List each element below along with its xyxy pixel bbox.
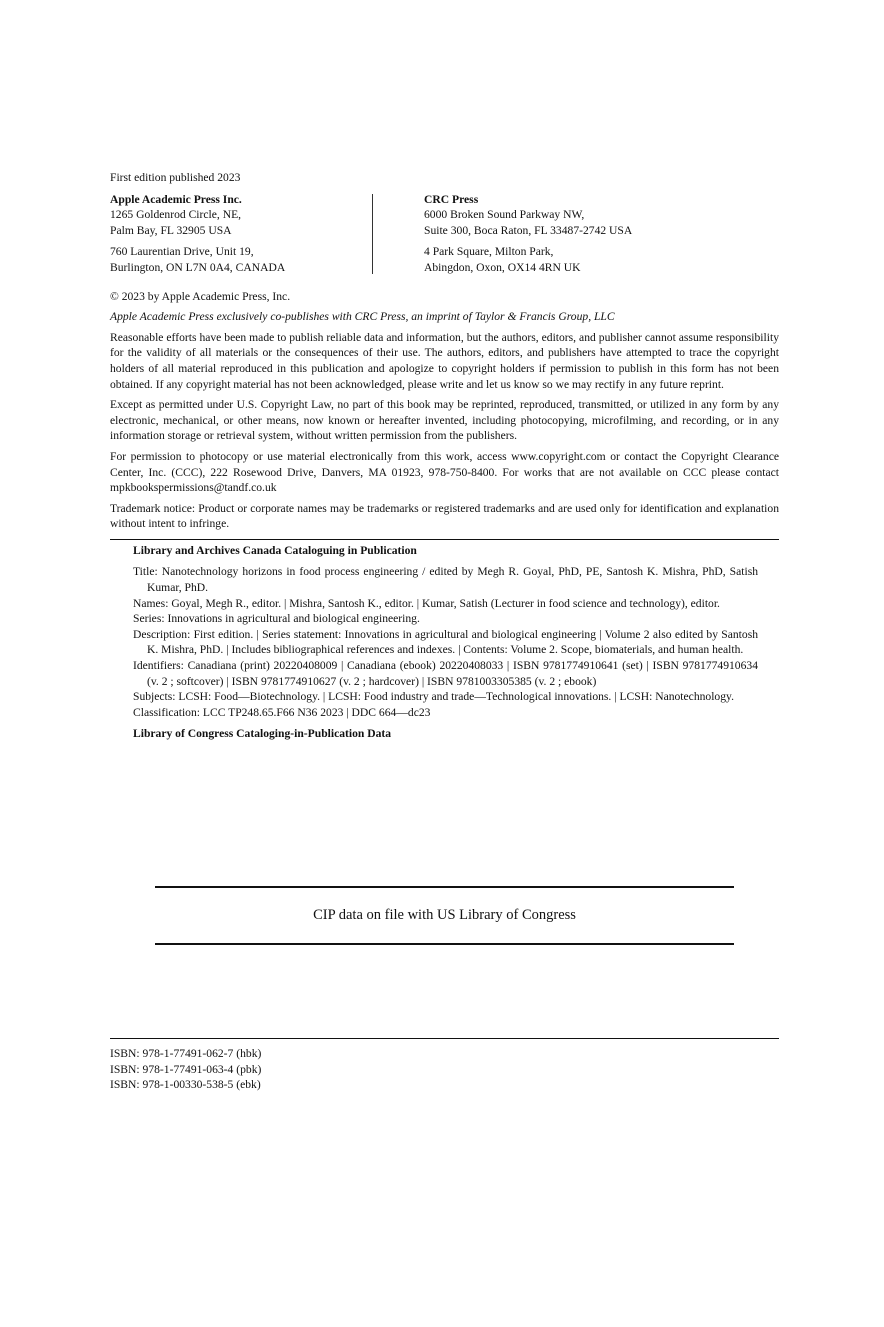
publisher-address-line: 4 Park Square, Milton Park, — [424, 245, 554, 259]
publishers-block — [110, 192, 779, 276]
cip-bottom-rule — [155, 943, 734, 945]
isbn-pbk: ISBN: 978-1-77491-063-4 (pbk) — [110, 1062, 262, 1076]
loc-title: Library of Congress Cataloging-in-Publication Data — [133, 727, 392, 741]
publisher-address-line: Palm Bay, FL 32905 USA — [110, 223, 232, 237]
permissions-paragraph: For permission to photocopy or use material electronically from this work, access www.copyright.com or contact the Copyright Clearance Center, Inc. (CCC), 222 Rosewood Drive, Danvers, MA 01923, 978-750-8400. For works that are not available on CCC please contact mpkbookspermissions@tandf.co.uk — [110, 449, 779, 495]
publisher-address-line: Abingdon, Oxon, OX14 4RN UK — [424, 260, 581, 274]
cip-notice: CIP data on file with US Library of Congress — [313, 907, 576, 923]
publisher-name: Apple Academic Press Inc. — [110, 192, 242, 206]
section-rule — [110, 539, 779, 540]
isbn-rule — [110, 1038, 779, 1039]
publisher-crc — [424, 192, 686, 276]
copyright-notice: © 2023 by Apple Academic Press, Inc. — [110, 289, 291, 303]
publisher-apple — [110, 192, 372, 276]
publisher-address-line: Suite 300, Boca Raton, FL 33487-2742 USA — [424, 223, 633, 237]
lac-entry-names: Names: Goyal, Megh R., editor. | Mishra, Santosh K., editor. | Kumar, Satish (Lecturer in food science and technology), editor. — [133, 596, 720, 610]
lac-entry-title: Title: Nanotechnology horizons in food process engineering / edited by Megh R. Goyal, PhD, PE, Santosh K. Mishra, PhD, Satish Kumar, PhD. — [133, 565, 758, 595]
isbn-hbk: ISBN: 978-1-77491-062-7 (hbk) — [110, 1047, 262, 1060]
publisher-address-line: 760 Laurentian Drive, Unit 19, — [110, 245, 254, 259]
lac-entry-classification: Classification: LCC TP248.65.F66 N36 2023 | DDC 664—dc23 — [133, 705, 431, 719]
publisher-divider — [372, 194, 373, 274]
copyright-page — [110, 170, 779, 1092]
publisher-address-line: 6000 Broken Sound Parkway NW, — [424, 208, 585, 222]
lac-entry-description: Description: First edition. | Series statement: Innovations in agricultural and biological engineering | Volume 2 also edited by Santosh K. Mishra, PhD. | Includes bibliographical references and indexes. | Contents: Volume 2. Scope, biomaterials, and human health. — [133, 627, 758, 657]
publisher-address-line: 1265 Goldenrod Circle, NE, — [110, 208, 242, 222]
lac-title: Library and Archives Canada Cataloguing in Publication — [133, 543, 417, 557]
cip-box — [155, 886, 734, 945]
copyright-law-paragraph: Except as permitted under U.S. Copyright Law, no part of this book may be reprinted, reproduced, transmitted, or utilized in any form by any electronic, mechanical, or other means, now known or hereafter invented, including photocopying, microfilming, and recording, or in any information storage or retrieval system, without written permission from the publishers. — [110, 398, 779, 443]
copublish-notice: Apple Academic Press exclusively co-publishes with CRC Press, an imprint of Taylor & Francis Group, LLC — [110, 310, 615, 324]
lac-entry-subjects: Subjects: LCSH: Food—Biotechnology. | LCSH: Food industry and trade—Technological innovations. | LCSH: Nanotechnology. — [133, 690, 734, 704]
edition-statement: First edition published 2023 — [110, 171, 241, 184]
isbn-block — [110, 1038, 779, 1093]
publisher-name: CRC Press — [424, 192, 479, 206]
lac-entry-identifiers: Identifiers: Canadiana (print) 20220408009 | Canadiana (ebook) 20220408033 | ISBN 9781774910641 (set) | ISBN 9781774910634 (v. 2 ; softcover) | ISBN 9781774910627 (v. 2 ; hardcover) | ISBN 9781003305385 (v. 2 ; ebook) — [133, 659, 758, 688]
disclaimer-paragraph: Reasonable efforts have been made to publish reliable data and information, but the authors, editors, and publisher cannot assume responsibility for the validity of all materials or the consequences of their use. The authors, editors, and publishers have attempted to trace the copyright holders of all material reproduced in this publication and apologize to copyright holders if permission to publish in this form has not been obtained. If any copyright material has not been acknowledged, please write and let us know so we may rectify in any future reprint. — [110, 330, 779, 391]
lac-cataloguing-block — [110, 539, 779, 742]
isbn-ebk: ISBN: 978-1-00330-538-5 (ebk) — [110, 1078, 261, 1092]
trademark-paragraph: Trademark notice: Product or corporate names may be trademarks or registered trademarks and are used only for identification and explanation without intent to infringe. — [110, 501, 779, 531]
publisher-address-line: Burlington, ON L7N 0A4, CANADA — [110, 260, 286, 274]
lac-entry-series: Series: Innovations in agricultural and biological engineering. — [133, 612, 420, 626]
